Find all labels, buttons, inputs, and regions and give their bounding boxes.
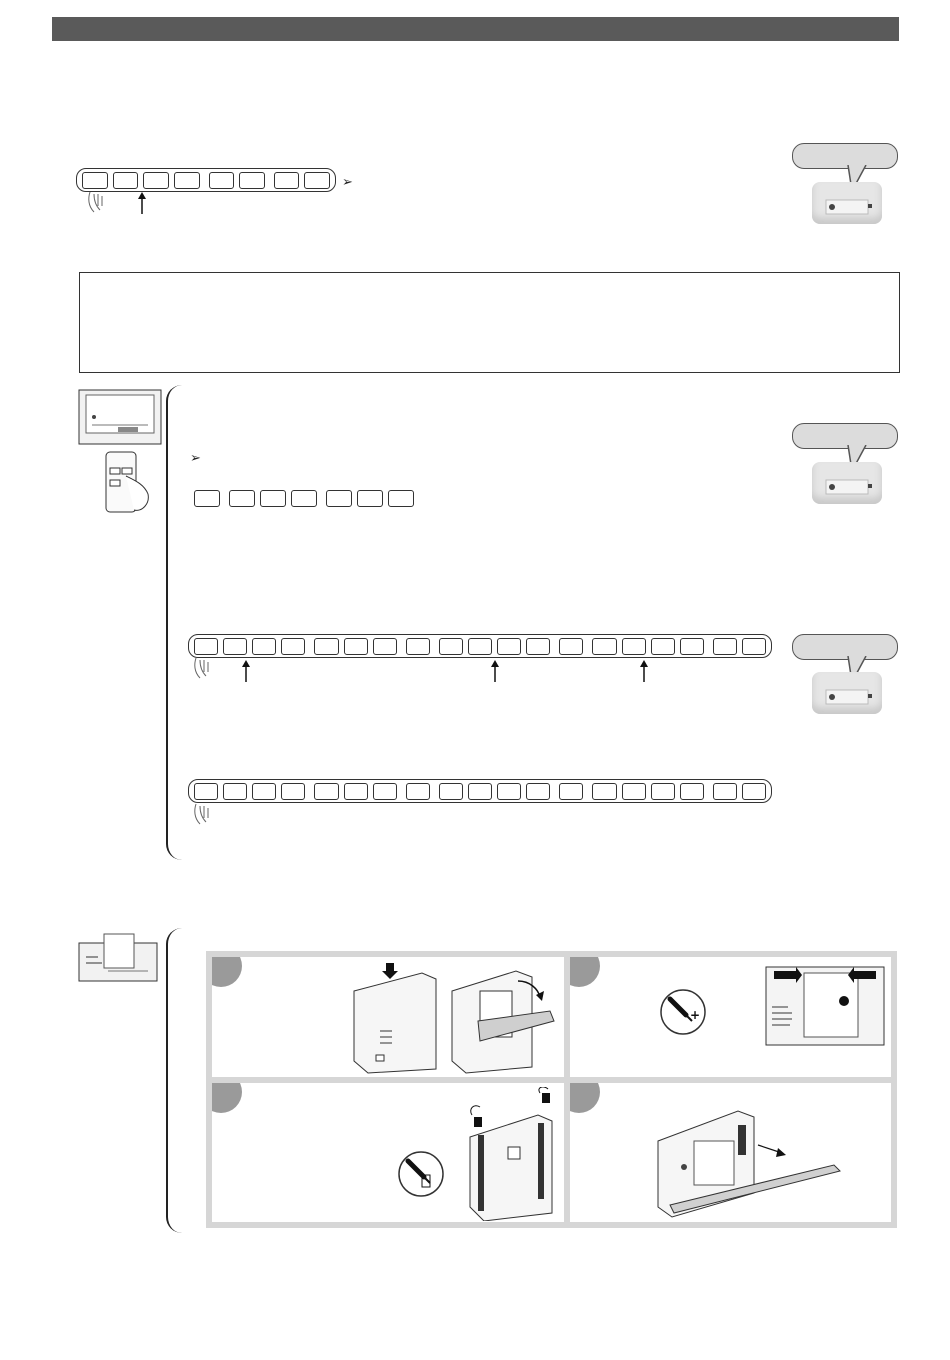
wall-unit-open-icon [78,933,158,983]
key[interactable] [344,638,368,655]
step-badge [570,1083,600,1113]
wall-unit-photo [812,462,882,504]
key[interactable] [373,783,397,800]
key[interactable] [82,172,108,189]
key[interactable] [497,638,521,655]
key[interactable] [314,638,338,655]
key[interactable] [713,638,737,655]
key[interactable] [497,783,521,800]
key[interactable] [326,490,352,507]
section-brace [166,928,182,1233]
key[interactable] [239,172,265,189]
key[interactable] [592,638,616,655]
key[interactable] [357,490,383,507]
cover-removal-illustration [340,961,560,1075]
wall-mount-illustration [462,1087,562,1221]
key[interactable] [742,638,766,655]
step-panel-3 [212,1083,564,1222]
key[interactable] [174,172,200,189]
key[interactable] [622,638,646,655]
key[interactable] [194,490,220,507]
key[interactable] [143,172,169,189]
finger-press-icon [190,800,220,828]
key[interactable] [406,783,430,800]
key[interactable] [680,638,704,655]
key[interactable] [559,638,583,655]
key[interactable] [559,783,583,800]
info-box [79,272,900,373]
wall-unit-photo [812,672,882,714]
key[interactable] [223,638,247,655]
key[interactable] [113,172,139,189]
key[interactable] [194,638,218,655]
header-bar [52,17,899,41]
step-badge [212,957,242,987]
key[interactable] [344,783,368,800]
pointer-arrow: ➢ [190,450,201,465]
key[interactable] [260,490,286,507]
key[interactable] [592,783,616,800]
finger-press-icon [84,188,154,216]
key[interactable] [252,638,276,655]
key[interactable] [680,783,704,800]
screwdriver-icon [396,1149,446,1199]
keypad-row-4 [188,779,772,803]
key[interactable] [742,783,766,800]
key[interactable] [252,783,276,800]
screwdriver-icon [658,987,708,1037]
key[interactable] [388,490,414,507]
step-badge [212,1083,242,1113]
step-panel-2 [570,957,891,1077]
remote-hand-icon [104,450,154,514]
arrow-up-icon [190,654,660,684]
key[interactable] [526,783,550,800]
key[interactable] [526,638,550,655]
wall-unit-icon [78,389,162,445]
key[interactable] [229,490,255,507]
step-panel-4 [570,1083,891,1222]
install-steps-grid [206,951,897,1228]
step-badge [570,957,600,987]
key[interactable] [651,638,675,655]
key[interactable] [622,783,646,800]
svg-text:+: + [690,1008,701,1022]
step-panel-1 [212,957,564,1077]
key[interactable] [406,638,430,655]
key[interactable] [314,783,338,800]
pointer-arrow: ➢ [342,174,353,189]
key[interactable] [373,638,397,655]
keypad-row-2 [194,490,414,507]
base-plate-illustration [764,965,886,1047]
key[interactable] [281,783,305,800]
key[interactable] [439,783,463,800]
key[interactable] [468,638,492,655]
bracket-slide-illustration [654,1097,864,1221]
key[interactable] [274,172,300,189]
key[interactable] [651,783,675,800]
key[interactable] [291,490,317,507]
key[interactable] [194,783,218,800]
key[interactable] [439,638,463,655]
section-brace [166,385,182,860]
key[interactable] [713,783,737,800]
key[interactable] [468,783,492,800]
key[interactable] [281,638,305,655]
key[interactable] [223,783,247,800]
wall-unit-photo [812,182,882,224]
key[interactable] [209,172,235,189]
key[interactable] [304,172,330,189]
